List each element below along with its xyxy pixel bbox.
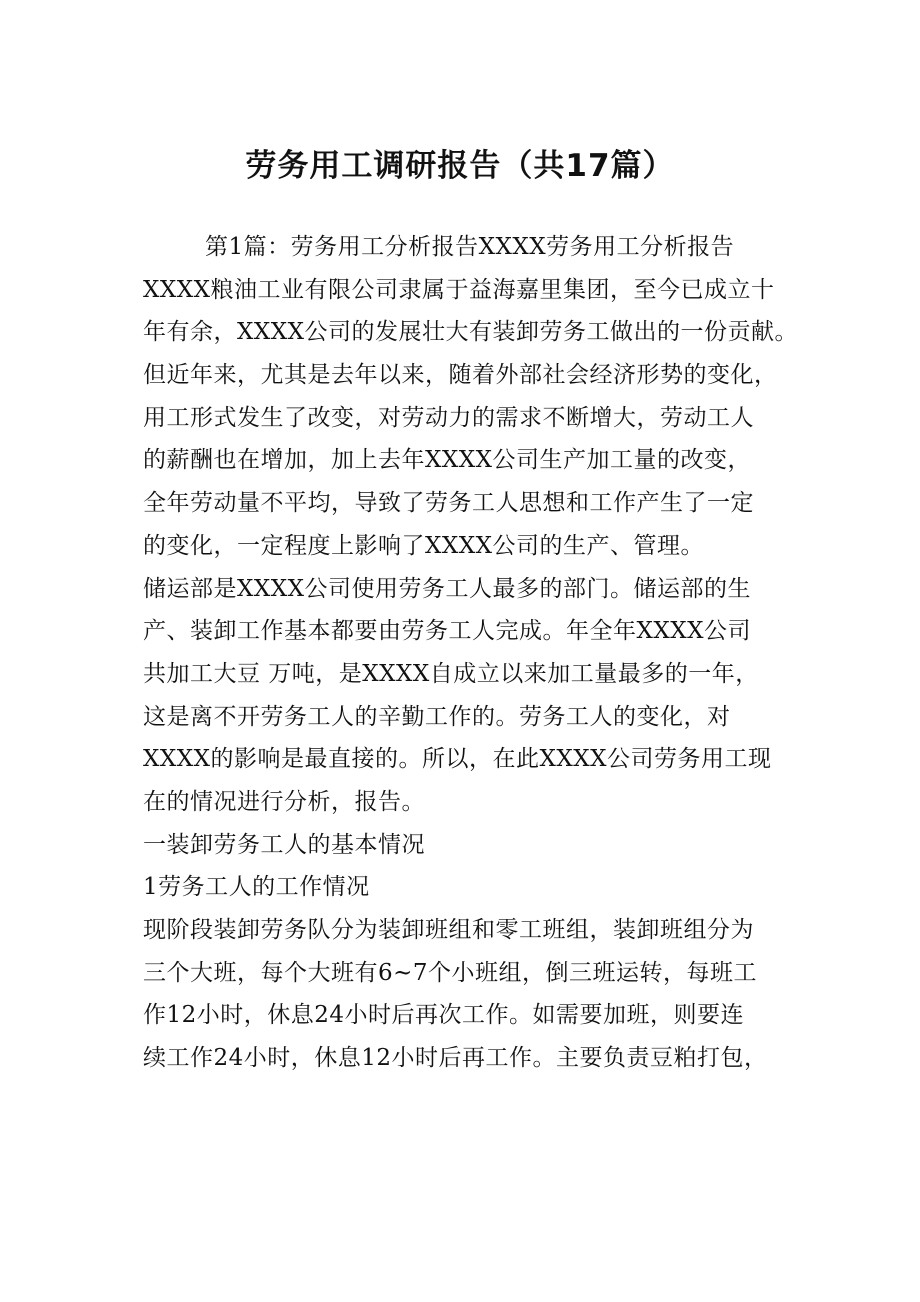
body-line: 年有余，XXXX公司的发展壮大有装卸劳务工做出的一份贡献。 [143, 319, 798, 346]
body-line: XXXX的影响是最直接的。所以，在此XXXX公司劳务用工现 [143, 746, 772, 773]
body-line: 的变化，一定程度上影响了XXXX公司的生产、管理。 [143, 532, 704, 559]
body-line: 共加工大豆 万吨，是XXXX自成立以来加工量最多的一年， [143, 660, 759, 687]
body-line: 用工形式发生了改变，对劳动力的需求不断增大，劳动工人 [143, 404, 754, 431]
body-line: 储运部是XXXX公司使用劳务工人最多的部门。储运部的生 [143, 575, 751, 602]
body-line: 续工作24小时，休息12小时后再工作。主要负责豆粕打包， [143, 1045, 768, 1072]
body-line: 产、装卸工作基本都要由劳务工人完成。年全年XXXX公司 [143, 618, 751, 645]
body-line: XXXX粮油工业有限公司隶属于益海嘉里集团，至今已成立十 [143, 276, 775, 303]
body-line: 在的情况进行分析，报告。 [143, 788, 425, 815]
document-body [143, 226, 798, 1080]
body-line: 全年劳动量不平均，导致了劳务工人思想和工作产生了一定 [143, 490, 754, 517]
section-heading-line: 第1篇：劳务用工分析报告XXXX劳务用工分析报告 [205, 234, 735, 260]
body-line: 这是离不开劳务工人的辛勤工作的。劳务工人的变化，对 [143, 703, 731, 730]
body-line: 三个大班，每个大班有6~7个小班组，倒三班运转，每班工 [143, 959, 758, 986]
body-line: 现阶段装卸劳务队分为装卸班组和零工班组，装卸班组分为 [143, 917, 754, 943]
subheading-line: 一装卸劳务工人的基本情况 [143, 831, 425, 858]
body-line: 作12小时，休息24小时后再次工作。如需要加班，则要连 [143, 1002, 745, 1029]
body-line: 但近年来，尤其是去年以来，随着外部社会经济形势的变化， [143, 362, 778, 389]
document-title: 劳务用工调研报告（共17篇） [245, 148, 675, 184]
subheading-line: 1劳务工人的工作情况 [143, 874, 370, 901]
body-line: 的薪酬也在增加，加上去年XXXX公司生产加工量的改变， [143, 447, 751, 474]
